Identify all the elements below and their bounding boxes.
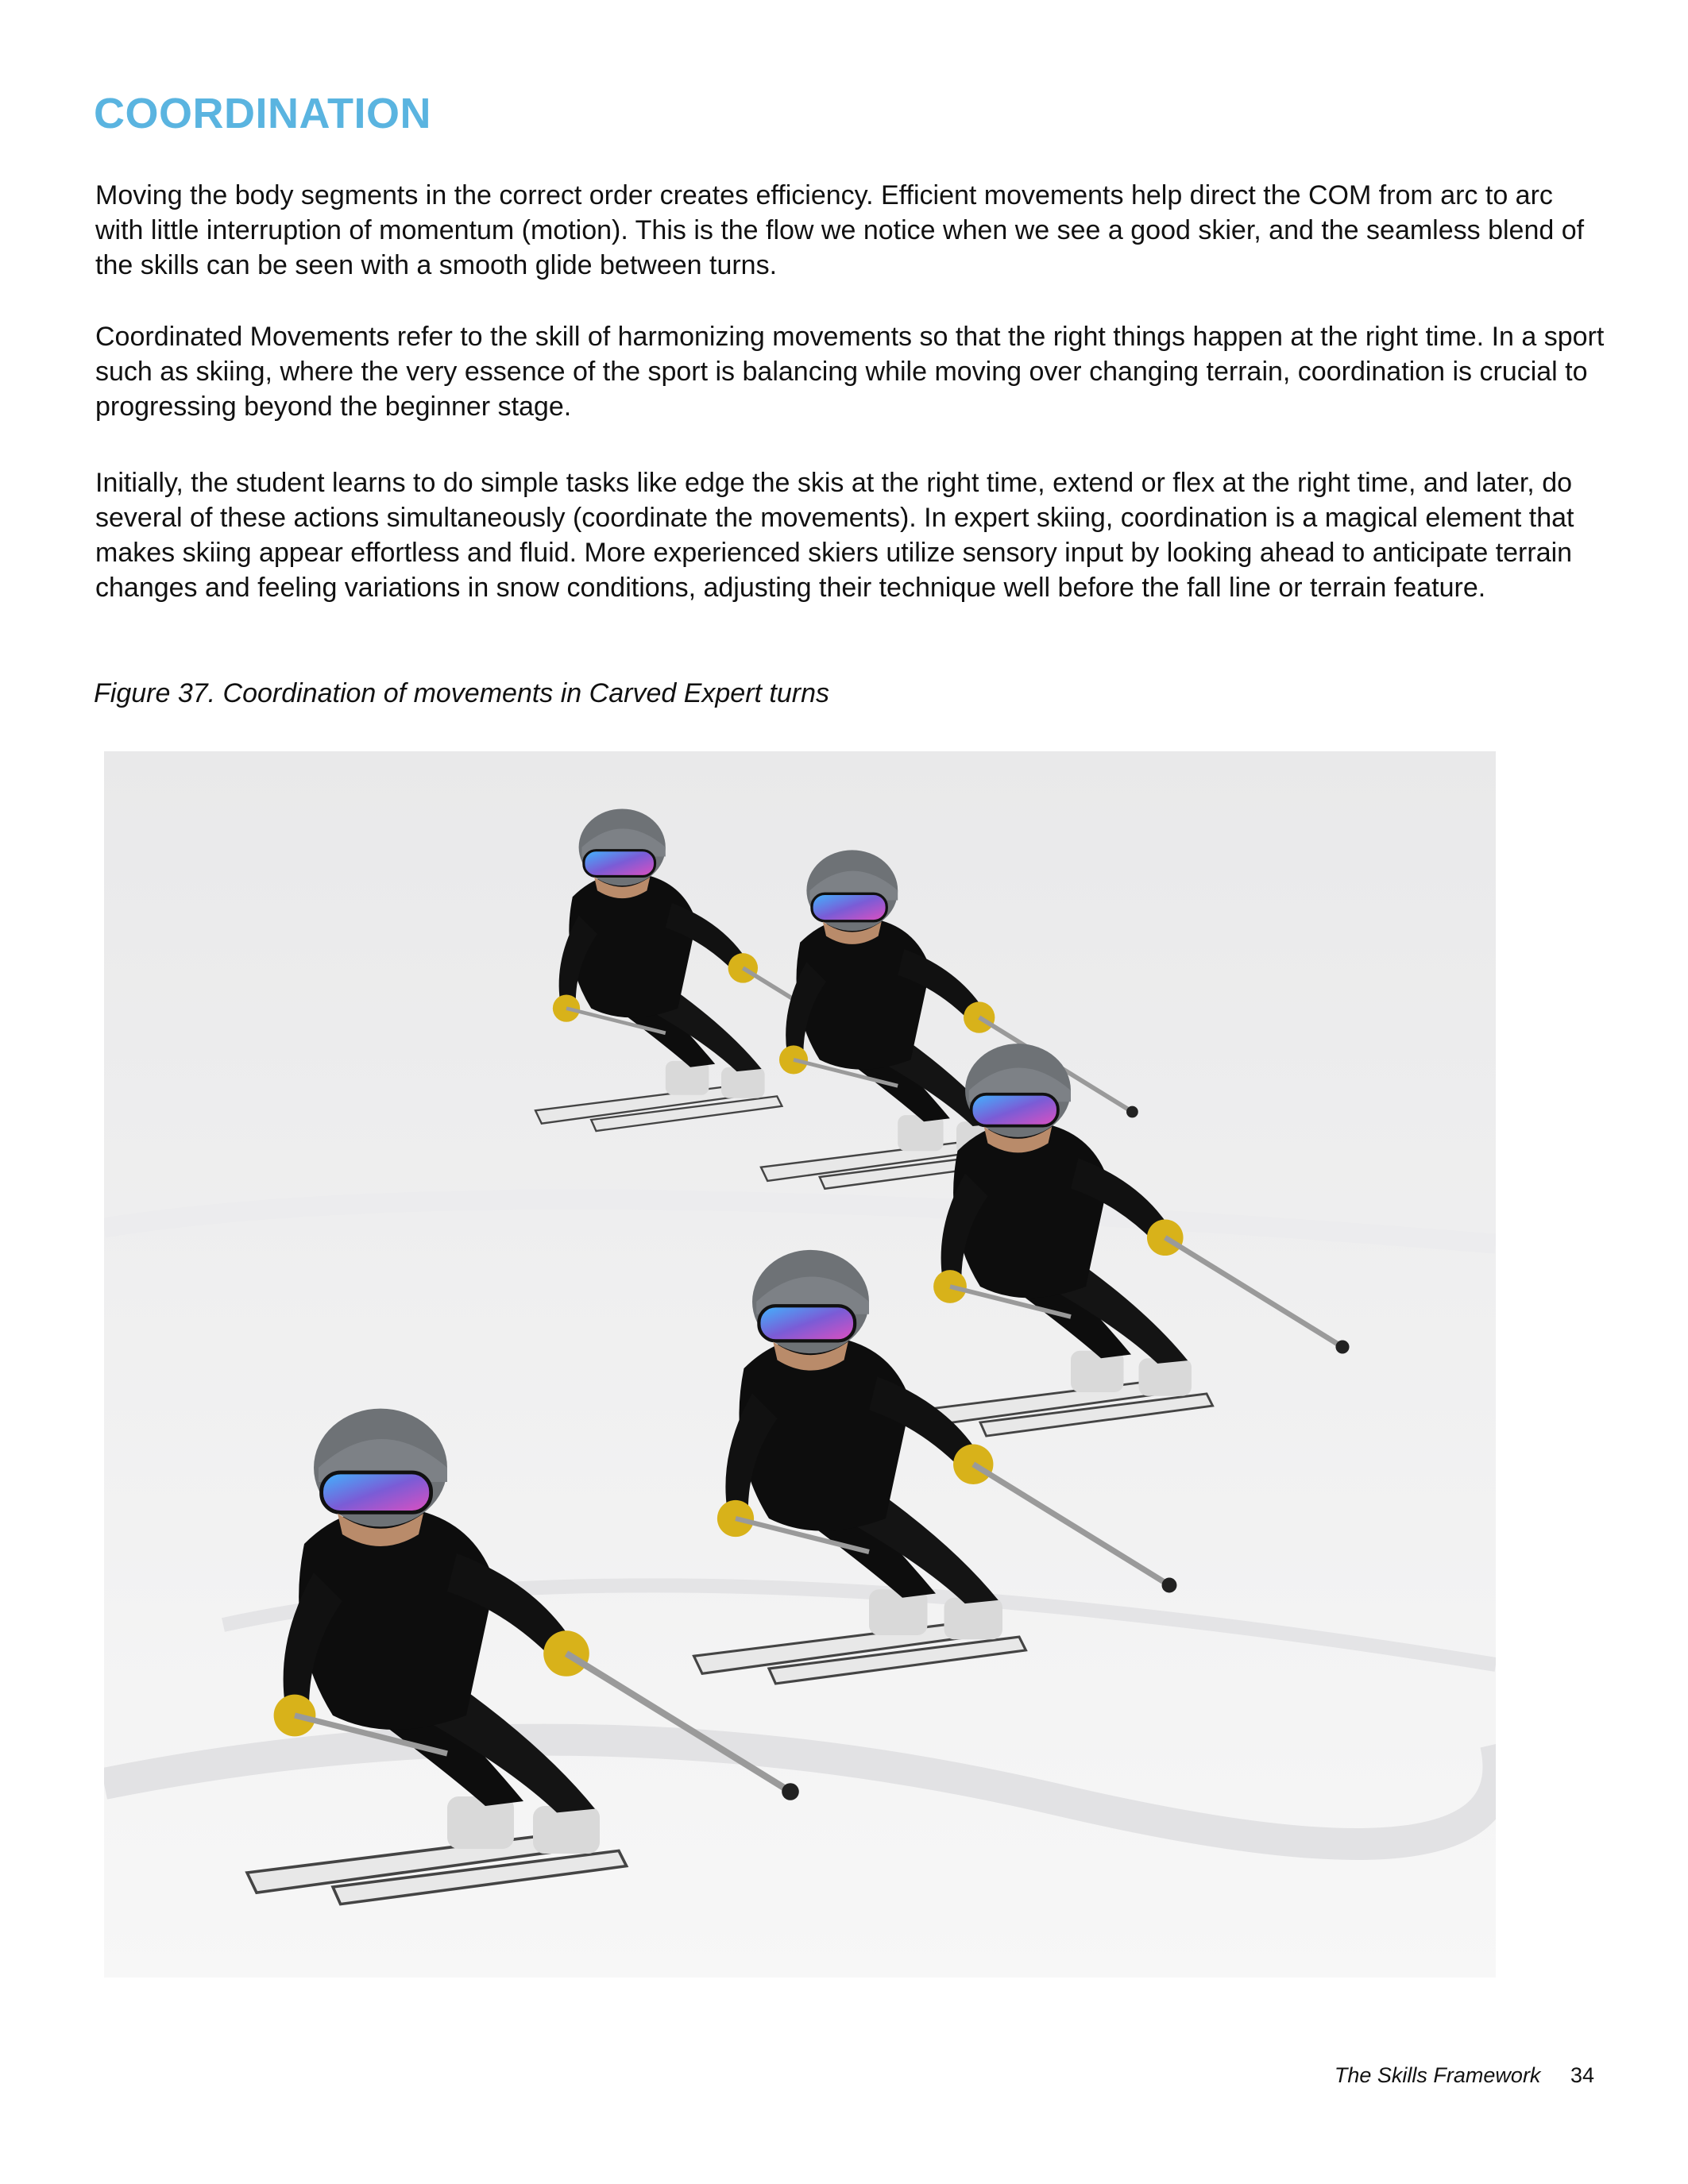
figure-caption: Figure 37. Coordination of movements in Carved Expert turns xyxy=(94,678,830,708)
footer-title: The Skills Framework xyxy=(1334,2063,1541,2087)
page-number: 34 xyxy=(1570,2063,1594,2087)
paragraph-3: Initially, the student learns to do simple tasks like edge the skis at the right time, extend or flex at the right time, and later, do several of these actions simultaneously (coordinate the movements). In expert skiing, coordination is a magical element that makes skiing appear effortless and fluid. More experienced skiers utilize sensory input by looking ahead to anticipate terrain changes and feeling variations in snow conditions, adjusting their technique well before the fall line or terrain feature. xyxy=(95,468,1574,603)
page-title: COORDINATION xyxy=(94,90,431,137)
photo-illustration xyxy=(104,751,1496,1978)
paragraph-1: Moving the body segments in the correct order creates efficiency. Efficient movements help direct the COM from arc to arc with little interruption of momentum (motion). This is the flow we notice when we see a good skier, and the seamless blend of the skills can be seen with a smooth glide between turns. xyxy=(95,180,1585,280)
page-footer xyxy=(1335,2063,1594,2088)
paragraph-2: Coordinated Movements refer to the skill of harmonizing movements so that the right things happen at the right time. In a sport such as skiing, where the very essence of the sport is balancing while moving over changing terrain, coordination is crucial to progressing beyond the beginner stage. xyxy=(95,322,1605,422)
ski-sequence-photo xyxy=(104,751,1496,1978)
